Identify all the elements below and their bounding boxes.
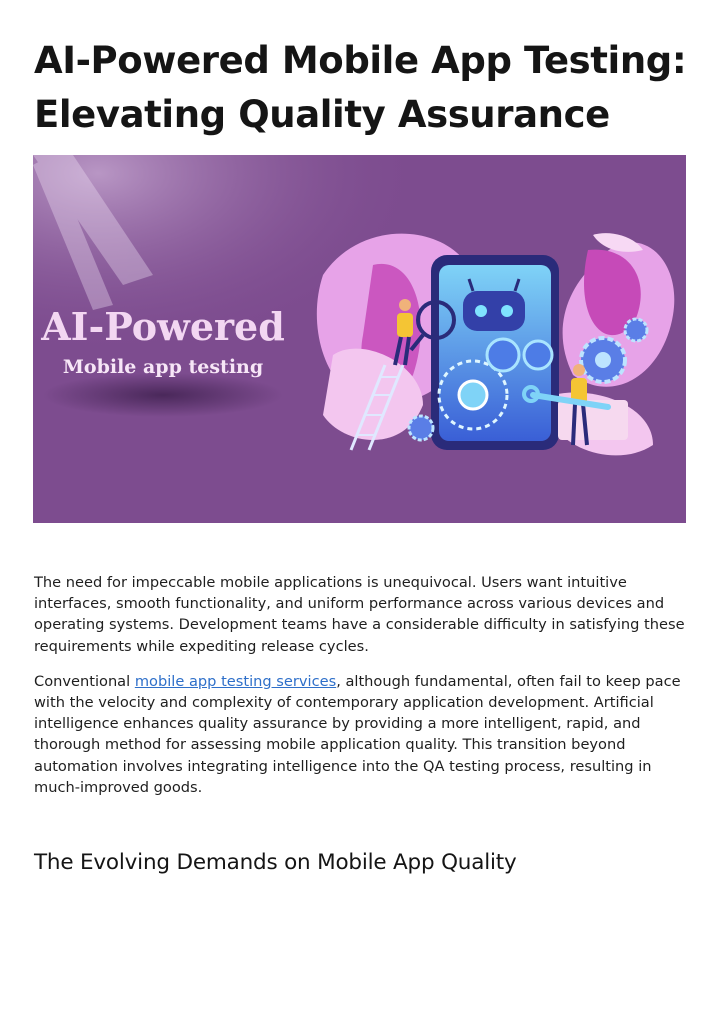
article-body <box>34 572 686 812</box>
phone-illustration <box>431 255 559 450</box>
text-shadow <box>43 373 283 417</box>
hero-headline: AI-Powered <box>41 304 285 349</box>
hero-subline: Mobile app testing <box>62 356 264 378</box>
hero-illustration <box>33 155 686 523</box>
paragraph-intro: The need for impeccable mobile applications is unequivocal. Users want intuitive interfaces, smooth functionality, and uniform performance across various devices and operating systems. Development teams have a considerable difficulty in satisfying these requirements while expediting release cycles. <box>34 574 685 655</box>
section-heading: The Evolving Demands on Mobile App Quality <box>34 850 517 875</box>
testing-services-link[interactable]: mobile app testing services <box>134 672 337 690</box>
paragraph-text-start: Conventional <box>34 672 135 690</box>
hero-image <box>33 155 686 523</box>
title-line-2: Elevating Quality Assurance <box>34 93 610 136</box>
paragraph-text-end: , although fundamental, often fail to keep pace with the velocity and complexity of contemporary application development. Artificial intelligence enhances quality assurance by providing a more intelligent, rapid, and thorough method for assessing mobile application quality. This transition beyond automation involves integrating intelligence into the QA testing process, resulting in much-improved goods. <box>34 672 681 796</box>
document-title <box>34 34 694 142</box>
paragraph-conventional <box>34 671 686 798</box>
title-line-1: AI-Powered Mobile App Testing: <box>34 39 687 82</box>
